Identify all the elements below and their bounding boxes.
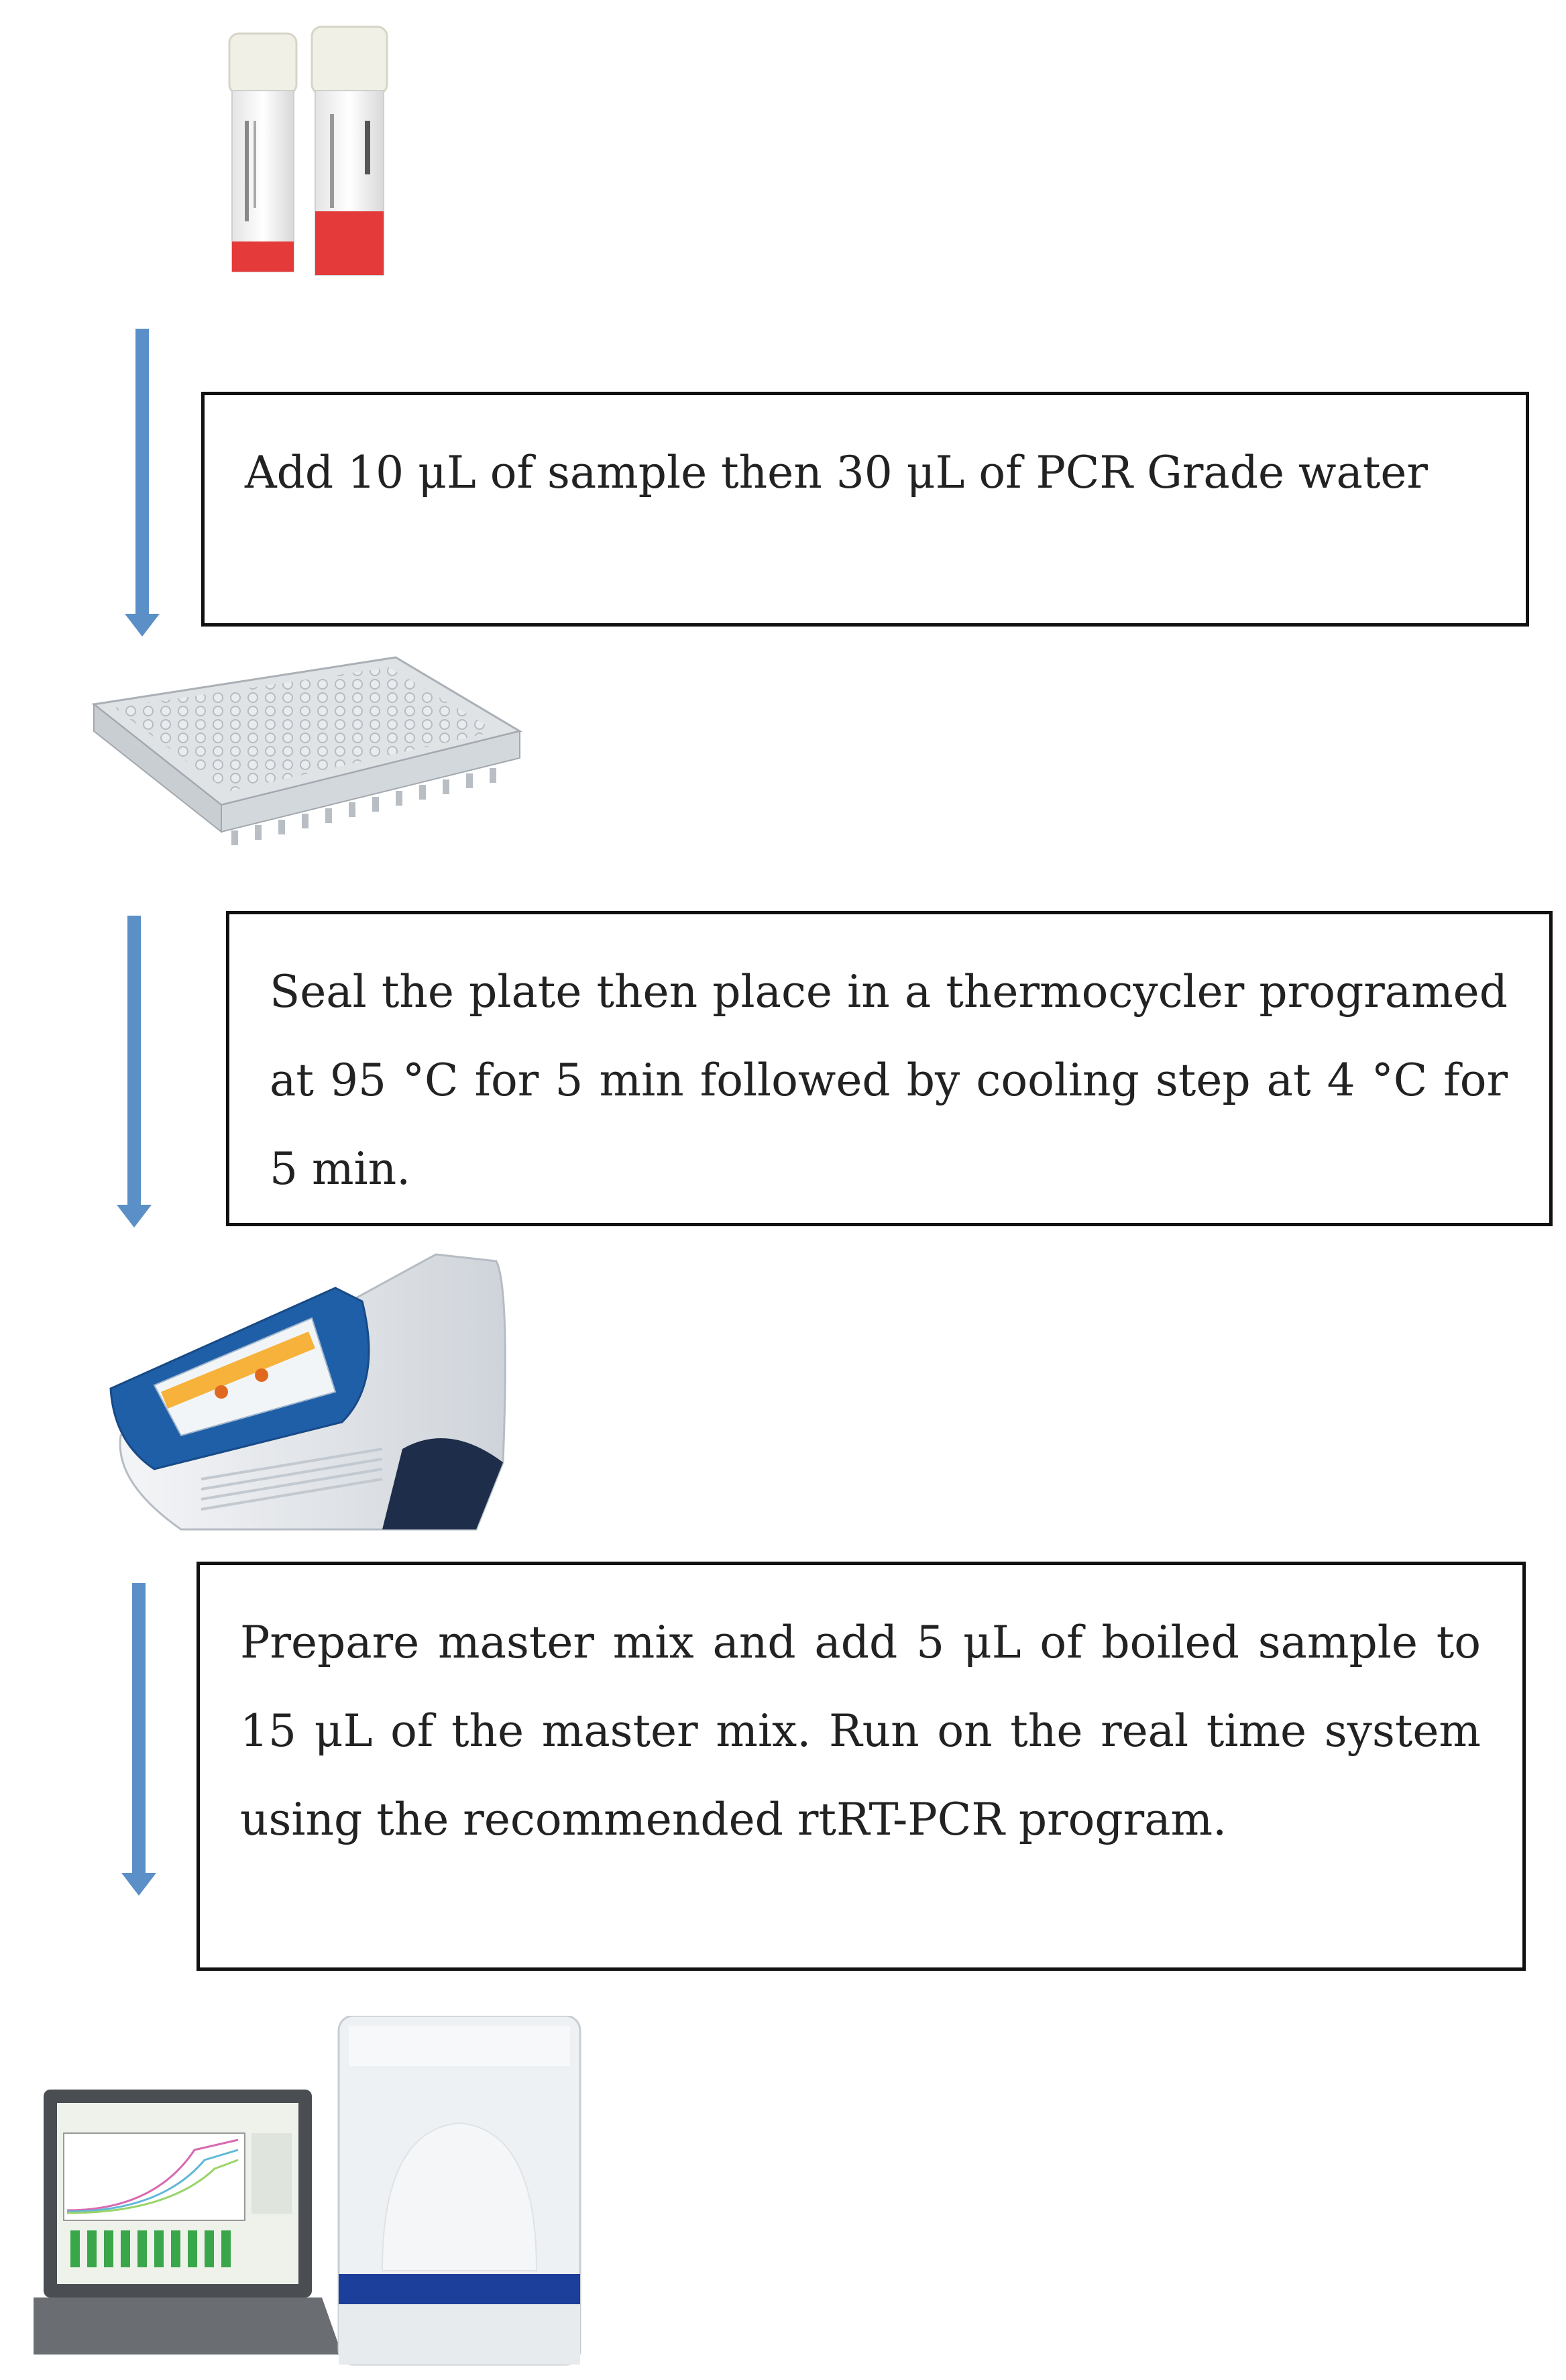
step-1-box (201, 392, 1529, 627)
sample-tubes-image (221, 20, 396, 288)
pcr-plate-image (87, 651, 523, 872)
step-3-text: Prepare master mix and add 5 μL of boiled sample to 15 μL of the master mix. Run on the real time system using the recommended rtRT-PCR program. (240, 1617, 1481, 1845)
step-2-text: Seal the plate then place in a thermocycler programed at 95 °C for 5 min followed by cooling step at 4 °C for 5 min. (270, 966, 1508, 1195)
flow-arrow-1 (135, 329, 149, 617)
step-3-box (197, 1562, 1526, 1971)
flow-arrow-2 (127, 916, 141, 1207)
step-1-text: Add 10 μL of sample then 30 μL of PCR Grade water (245, 447, 1428, 498)
thermocycler-image (101, 1248, 516, 1543)
step-2-box (226, 911, 1553, 1226)
flow-arrow-2-head (117, 1205, 152, 1228)
laptop-realtime-pcr-system-image (34, 2016, 583, 2371)
flow-arrow-3-head (121, 1873, 156, 1896)
flow-arrow-3 (132, 1583, 146, 1878)
flow-arrow-1-head (125, 614, 160, 637)
